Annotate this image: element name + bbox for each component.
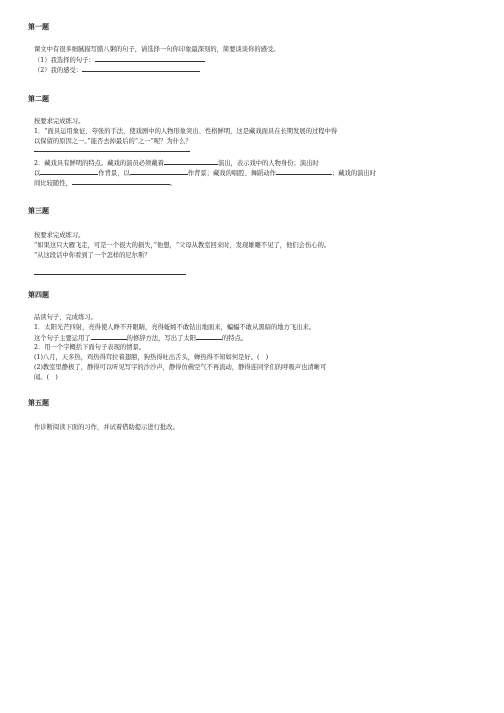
question-3-line-1: “如果这只大雁飞走，可是一个很大的损失，”他想，“父母从教室回来时，发现雄雕不见了，他们会伤心的。 bbox=[34, 242, 331, 249]
part-2-text: 演出，表示戏中的人物身份；演出时 bbox=[217, 160, 319, 167]
question-1-item-2 bbox=[34, 65, 474, 75]
question-4-line-5: (2)教室里静极了，静得可以听见写字的沙沙声，静得仿佛空气不再流动，静得连同学们的呼吸声也清晰可 bbox=[34, 364, 327, 371]
part-2-text: 间比较随性， bbox=[34, 180, 72, 187]
question-2-part-2-line-1 bbox=[34, 158, 474, 168]
answer-blank[interactable] bbox=[196, 333, 222, 340]
answer-blank[interactable] bbox=[276, 168, 332, 175]
question-2-part-2-line-2 bbox=[34, 168, 474, 178]
part-2-text: ；藏戏的演出时 bbox=[331, 170, 377, 177]
question-3-title: 第三题 bbox=[28, 207, 49, 215]
line-2-text: 这个句子主要运用了 bbox=[34, 335, 91, 342]
answer-line[interactable] bbox=[34, 151, 190, 152]
question-2-part-1-line-1: 1．“面具运用象征、夸张的手法，使戏剧中的人物形象突出、性格鲜明，这是藏戏面具在长期发展的过程中得 bbox=[34, 128, 338, 135]
answer-blank[interactable] bbox=[130, 168, 188, 175]
question-2-part-1-line-2: 以保留的原因之一。”能否去掉最后的“之一”呢？为什么？ bbox=[34, 138, 192, 145]
question-4-intro: 品读句子，完成练习。 bbox=[34, 314, 97, 321]
part-2-text: 作背景；藏戏的唱腔、舞蹈动作 bbox=[187, 170, 276, 177]
question-2-part-2-line-3 bbox=[34, 178, 474, 188]
part-2-text: 作背景，以 bbox=[98, 170, 130, 177]
item-1-label: （1）我选择的句子： bbox=[34, 57, 95, 64]
question-3-intro: 按要求完成练习。 bbox=[34, 232, 85, 239]
question-4-line-6: 闻。( ) bbox=[34, 374, 58, 381]
part-2-text: 2．藏戏具有鲜明的特点。藏戏的演员必须戴着 bbox=[34, 160, 164, 167]
question-4-title: 第四题 bbox=[28, 291, 49, 299]
item-2-label: （2）我的感受： bbox=[34, 67, 83, 74]
question-4-line-3: 2．用一个字概括下面句子表现的情景。 bbox=[34, 344, 146, 351]
question-1-item-1 bbox=[34, 55, 474, 65]
question-5-intro: 作诊断阅读下面的习作，并试着借助提示进行批改。 bbox=[34, 424, 179, 431]
answer-blank[interactable] bbox=[72, 178, 170, 185]
question-1-title: 第一题 bbox=[28, 23, 49, 31]
question-2-intro: 按要求完成练习。 bbox=[34, 118, 85, 125]
answer-line[interactable] bbox=[34, 274, 186, 275]
line-2-text: 的修辞方法，写出了太阳 bbox=[126, 335, 196, 342]
line-2-text: 的特点。 bbox=[221, 335, 248, 342]
answer-blank[interactable] bbox=[164, 158, 218, 165]
part-2-text: 。 bbox=[169, 180, 177, 187]
question-4-line-1: 1．太阳光芒四射，亮得使人睁不开眼睛，亮得蚯蚓不敢钻出地面来，蝙蝠不敢从黑暗的地方飞出来。 bbox=[34, 324, 316, 331]
answer-blank[interactable] bbox=[95, 55, 205, 62]
answer-blank[interactable] bbox=[40, 168, 98, 175]
question-2-title: 第二题 bbox=[28, 95, 49, 103]
question-3-line-2: ”从这段话中你看到了一个怎样的尼尔斯？ bbox=[34, 252, 151, 259]
question-4-line-2 bbox=[34, 333, 474, 343]
question-1-intro: 课文中有很多细腻描写腊八粥的句子，请选择一句你印象最深刻的，简要谈谈你的感受。 bbox=[34, 46, 280, 53]
question-4-line-4: (1)八月，天多热，鸡热得耷拉着翅膀，狗热得吐出舌头，蝉热得不知如何是好。( ) bbox=[34, 354, 269, 361]
answer-blank[interactable] bbox=[82, 65, 200, 72]
part-2-text: 以 bbox=[34, 170, 41, 177]
answer-blank[interactable] bbox=[91, 333, 127, 340]
question-5-title: 第五题 bbox=[28, 399, 49, 407]
